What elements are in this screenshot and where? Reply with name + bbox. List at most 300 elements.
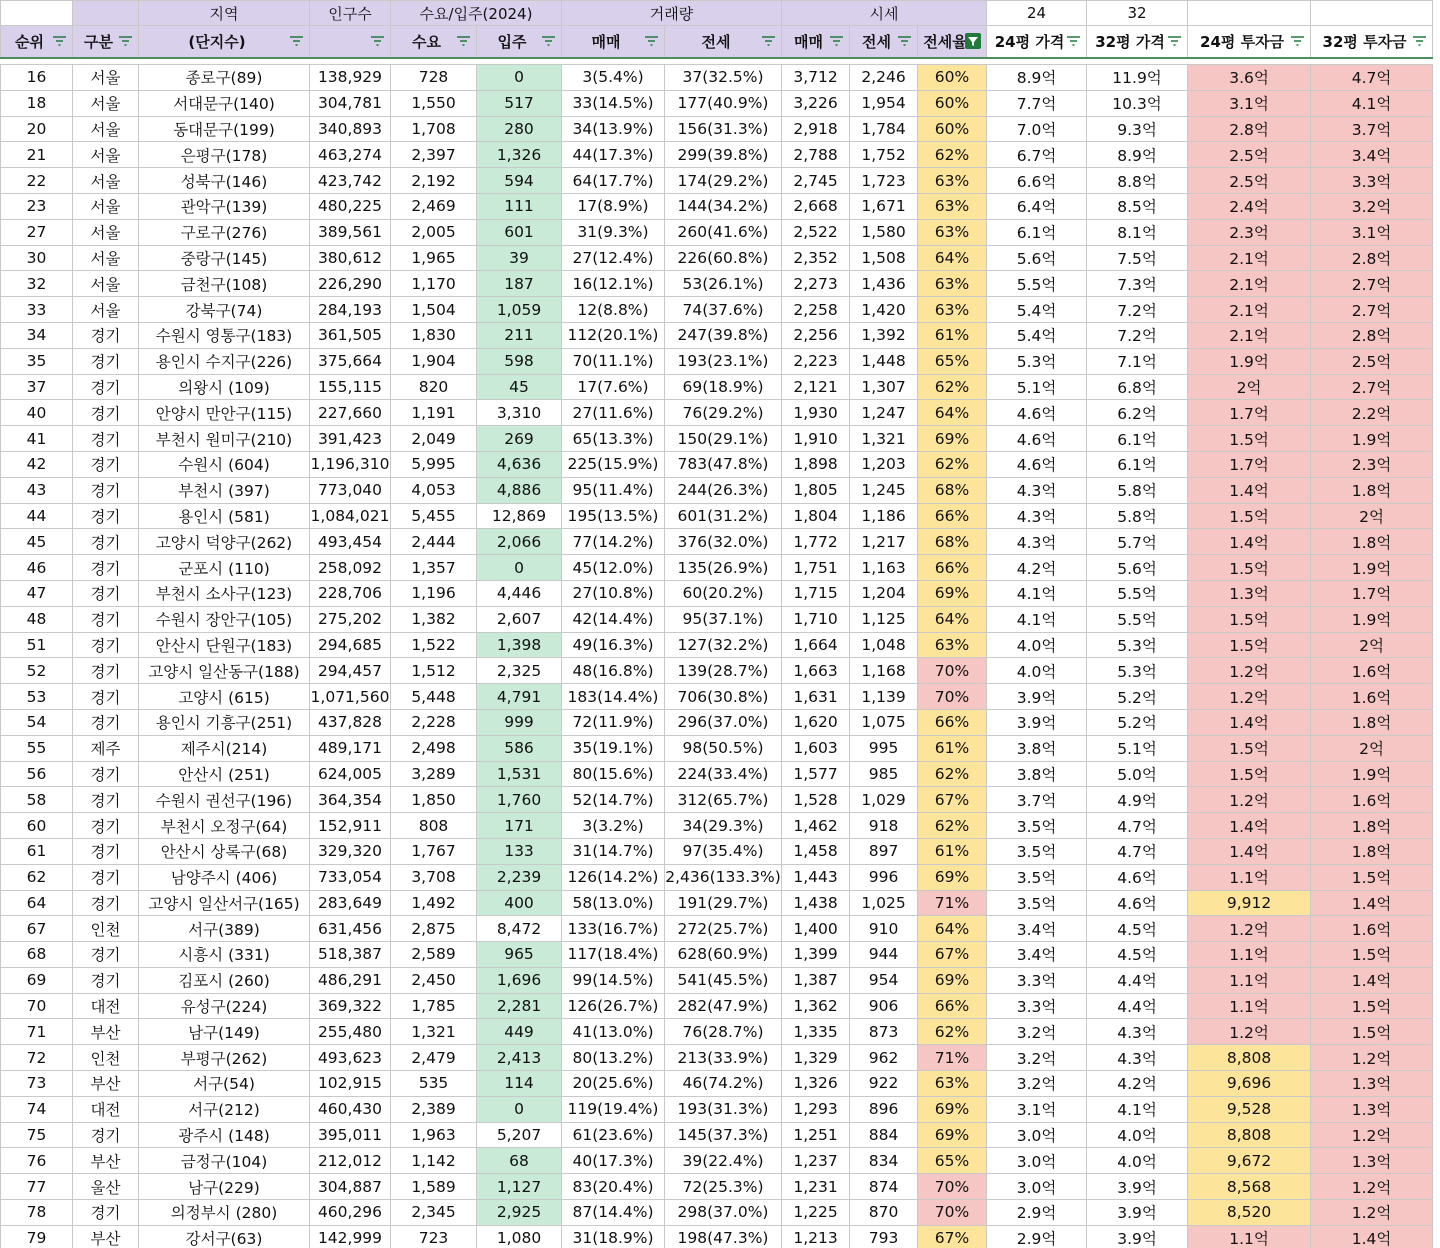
cell-jeonse-price[interactable]: 922 (850, 1071, 918, 1097)
cell-32-price[interactable]: 4.6억 (1087, 864, 1188, 890)
cell-sale-volume[interactable]: 16(12.1%) (562, 271, 665, 297)
cell-24-price[interactable]: 3.9억 (987, 684, 1087, 710)
cell-24-investment[interactable]: 1.4억 (1188, 529, 1311, 555)
cell-region-name[interactable]: 제주시(214) (139, 735, 310, 761)
cell-lease-volume[interactable]: 127(32.2%) (665, 632, 782, 658)
cell-division[interactable]: 경기 (73, 477, 139, 503)
cell-lease-volume[interactable]: 193(31.3%) (665, 1096, 782, 1122)
cell-24-price[interactable]: 7.0억 (987, 116, 1087, 142)
cell-lease-volume[interactable]: 156(31.3%) (665, 116, 782, 142)
cell-demand[interactable]: 1,492 (391, 890, 477, 916)
cell-population[interactable]: 375,664 (310, 348, 391, 374)
cell-population[interactable]: 294,685 (310, 632, 391, 658)
cell-32-investment[interactable]: 1.5억 (1311, 864, 1433, 890)
cell-jeonse-ratio[interactable]: 61% (918, 838, 987, 864)
cell-jeonse-ratio[interactable]: 63% (918, 297, 987, 323)
cell-division[interactable]: 경기 (73, 322, 139, 348)
cell-jeonse-ratio[interactable]: 65% (918, 348, 987, 374)
cell-division[interactable]: 서울 (73, 142, 139, 168)
cell-jeonse-price[interactable]: 995 (850, 735, 918, 761)
cell-population[interactable]: 480,225 (310, 193, 391, 219)
cell-32-price[interactable]: 6.2억 (1087, 400, 1188, 426)
cell-jeonse-price[interactable]: 1,321 (850, 426, 918, 452)
cell-32-price[interactable]: 3.9억 (1087, 1174, 1188, 1200)
cell-jeonse-ratio[interactable]: 69% (918, 1096, 987, 1122)
cell-supply[interactable]: 1,326 (477, 142, 562, 168)
cell-32-investment[interactable]: 1.5억 (1311, 942, 1433, 968)
cell-division[interactable]: 경기 (73, 890, 139, 916)
cell-rank[interactable]: 44 (1, 503, 73, 529)
cell-division[interactable]: 경기 (73, 1200, 139, 1226)
cell-lease-volume[interactable]: 282(47.9%) (665, 993, 782, 1019)
cell-jeonse-price[interactable]: 834 (850, 1148, 918, 1174)
cell-demand[interactable]: 1,170 (391, 271, 477, 297)
cell-population[interactable]: 463,274 (310, 142, 391, 168)
cell-population[interactable]: 773,040 (310, 477, 391, 503)
cell-sale-price[interactable]: 1,930 (782, 400, 850, 426)
cell-population[interactable]: 493,454 (310, 529, 391, 555)
cell-sale-price[interactable]: 2,522 (782, 219, 850, 245)
cell-32-price[interactable]: 8.9억 (1087, 142, 1188, 168)
cell-demand[interactable]: 1,191 (391, 400, 477, 426)
cell-region-name[interactable]: 용인시 수지구(226) (139, 348, 310, 374)
cell-jeonse-ratio[interactable]: 64% (918, 400, 987, 426)
cell-jeonse-price[interactable]: 1,029 (850, 787, 918, 813)
cell-32-investment[interactable]: 1.2억 (1311, 1122, 1433, 1148)
cell-region-name[interactable]: 수원시 (604) (139, 451, 310, 477)
cell-sale-volume[interactable]: 112(20.1%) (562, 322, 665, 348)
cell-population[interactable]: 152,911 (310, 813, 391, 839)
cell-rank[interactable]: 18 (1, 90, 73, 116)
cell-24-investment[interactable]: 1.5억 (1188, 606, 1311, 632)
cell-demand[interactable]: 2,450 (391, 967, 477, 993)
cell-region-name[interactable]: 금정구(104) (139, 1148, 310, 1174)
cell-jeonse-price[interactable]: 944 (850, 942, 918, 968)
cell-demand[interactable]: 1,589 (391, 1174, 477, 1200)
cell-rank[interactable]: 72 (1, 1045, 73, 1071)
cell-division[interactable]: 서울 (73, 116, 139, 142)
cell-sale-price[interactable]: 2,258 (782, 297, 850, 323)
cell-region-name[interactable]: 부평구(262) (139, 1045, 310, 1071)
cell-rank[interactable]: 78 (1, 1200, 73, 1226)
cell-population[interactable]: 1,084,021 (310, 503, 391, 529)
cell-region-name[interactable]: 중랑구(145) (139, 245, 310, 271)
cell-supply[interactable]: 269 (477, 426, 562, 452)
cell-supply[interactable]: 2,281 (477, 993, 562, 1019)
cell-sale-volume[interactable]: 27(11.6%) (562, 400, 665, 426)
cell-32-investment[interactable]: 1.8억 (1311, 813, 1433, 839)
cell-sale-price[interactable]: 3,712 (782, 65, 850, 91)
col-header-rank[interactable]: 순위 (1, 26, 73, 59)
cell-division[interactable]: 부산 (73, 1148, 139, 1174)
cell-division[interactable]: 경기 (73, 555, 139, 581)
cell-24-investment[interactable]: 1.5억 (1188, 735, 1311, 761)
cell-sale-volume[interactable]: 87(14.4%) (562, 1200, 665, 1226)
cell-24-investment[interactable]: 2.1억 (1188, 271, 1311, 297)
cell-24-price[interactable]: 4.1억 (987, 580, 1087, 606)
cell-jeonse-ratio[interactable]: 63% (918, 219, 987, 245)
cell-supply[interactable]: 1,531 (477, 761, 562, 787)
cell-region-name[interactable]: 부천시 (397) (139, 477, 310, 503)
cell-population[interactable]: 733,054 (310, 864, 391, 890)
filter-icon[interactable] (761, 35, 776, 47)
cell-supply[interactable]: 171 (477, 813, 562, 839)
cell-lease-volume[interactable]: 53(26.1%) (665, 271, 782, 297)
cell-jeonse-ratio[interactable]: 60% (918, 90, 987, 116)
cell-population[interactable]: 460,296 (310, 1200, 391, 1226)
cell-division[interactable]: 서울 (73, 245, 139, 271)
cell-24-investment[interactable]: 1.1억 (1188, 942, 1311, 968)
cell-32-investment[interactable]: 1.8억 (1311, 709, 1433, 735)
cell-lease-volume[interactable]: 97(35.4%) (665, 838, 782, 864)
cell-rank[interactable]: 62 (1, 864, 73, 890)
cell-supply[interactable]: 187 (477, 271, 562, 297)
cell-24-investment[interactable]: 2.1억 (1188, 322, 1311, 348)
cell-lease-volume[interactable]: 72(25.3%) (665, 1174, 782, 1200)
col-header-supply[interactable]: 입주 (477, 26, 562, 59)
cell-jeonse-price[interactable]: 1,784 (850, 116, 918, 142)
cell-division[interactable]: 경기 (73, 864, 139, 890)
cell-jeonse-price[interactable]: 985 (850, 761, 918, 787)
cell-supply[interactable]: 598 (477, 348, 562, 374)
cell-24-investment[interactable]: 1.1억 (1188, 967, 1311, 993)
filter-icon[interactable] (644, 35, 659, 47)
cell-lease-volume[interactable]: 150(29.1%) (665, 426, 782, 452)
cell-division[interactable]: 경기 (73, 606, 139, 632)
cell-lease-volume[interactable]: 312(65.7%) (665, 787, 782, 813)
cell-lease-volume[interactable]: 193(23.1%) (665, 348, 782, 374)
cell-jeonse-ratio[interactable]: 65% (918, 1148, 987, 1174)
cell-supply[interactable]: 2,066 (477, 529, 562, 555)
cell-demand[interactable]: 2,397 (391, 142, 477, 168)
cell-rank[interactable]: 71 (1, 1019, 73, 1045)
cell-32-price[interactable]: 7.3억 (1087, 271, 1188, 297)
cell-24-price[interactable]: 4.3억 (987, 503, 1087, 529)
cell-rank[interactable]: 48 (1, 606, 73, 632)
cell-supply[interactable]: 1,059 (477, 297, 562, 323)
cell-24-price[interactable]: 7.7억 (987, 90, 1087, 116)
cell-rank[interactable]: 34 (1, 322, 73, 348)
cell-jeonse-ratio[interactable]: 68% (918, 529, 987, 555)
cell-sale-price[interactable]: 1,399 (782, 942, 850, 968)
cell-division[interactable]: 경기 (73, 838, 139, 864)
cell-lease-volume[interactable]: 706(30.8%) (665, 684, 782, 710)
cell-region-name[interactable]: 서대문구(140) (139, 90, 310, 116)
cell-demand[interactable]: 5,995 (391, 451, 477, 477)
cell-lease-volume[interactable]: 177(40.9%) (665, 90, 782, 116)
cell-population[interactable]: 102,915 (310, 1071, 391, 1097)
cell-jeonse-ratio[interactable]: 68% (918, 477, 987, 503)
cell-24-price[interactable]: 6.1억 (987, 219, 1087, 245)
cell-lease-volume[interactable]: 298(37.0%) (665, 1200, 782, 1226)
cell-jeonse-ratio[interactable]: 62% (918, 761, 987, 787)
cell-sale-price[interactable]: 1,387 (782, 967, 850, 993)
cell-supply[interactable]: 2,925 (477, 1200, 562, 1226)
cell-jeonse-ratio[interactable]: 61% (918, 322, 987, 348)
cell-jeonse-price[interactable]: 1,580 (850, 219, 918, 245)
cell-demand[interactable]: 2,589 (391, 942, 477, 968)
cell-sale-price[interactable]: 1,326 (782, 1071, 850, 1097)
cell-lease-volume[interactable]: 46(74.2%) (665, 1071, 782, 1097)
cell-rank[interactable]: 23 (1, 193, 73, 219)
cell-jeonse-ratio[interactable]: 71% (918, 1045, 987, 1071)
cell-supply[interactable]: 8,472 (477, 916, 562, 942)
cell-24-price[interactable]: 3.3억 (987, 993, 1087, 1019)
cell-sale-price[interactable]: 1,715 (782, 580, 850, 606)
cell-region-name[interactable]: 시흥시 (331) (139, 942, 310, 968)
cell-24-investment[interactable]: 2.1억 (1188, 245, 1311, 271)
cell-24-price[interactable]: 3.2억 (987, 1045, 1087, 1071)
cell-rank[interactable]: 58 (1, 787, 73, 813)
cell-24-price[interactable]: 3.4억 (987, 942, 1087, 968)
cell-32-investment[interactable]: 1.2억 (1311, 1200, 1433, 1226)
cell-division[interactable]: 경기 (73, 451, 139, 477)
cell-region-name[interactable]: 고양시 일산동구(188) (139, 658, 310, 684)
cell-supply[interactable]: 1,760 (477, 787, 562, 813)
cell-supply[interactable]: 965 (477, 942, 562, 968)
cell-24-price[interactable]: 4.6억 (987, 426, 1087, 452)
cell-division[interactable]: 경기 (73, 503, 139, 529)
col-header-demand[interactable]: 수요 (391, 26, 477, 59)
col-header-complex-count[interactable]: (단지수) (139, 26, 310, 59)
cell-32-investment[interactable]: 3.3억 (1311, 168, 1433, 194)
cell-24-investment[interactable]: 1.4억 (1188, 813, 1311, 839)
cell-population[interactable]: 255,480 (310, 1019, 391, 1045)
cell-lease-volume[interactable]: 244(26.3%) (665, 477, 782, 503)
cell-region-name[interactable]: 서구(212) (139, 1096, 310, 1122)
cell-32-investment[interactable]: 2억 (1311, 632, 1433, 658)
cell-supply[interactable]: 39 (477, 245, 562, 271)
cell-32-price[interactable]: 4.4억 (1087, 967, 1188, 993)
cell-sale-price[interactable]: 1,603 (782, 735, 850, 761)
cell-population[interactable]: 437,828 (310, 709, 391, 735)
cell-24-investment[interactable]: 3.6억 (1188, 65, 1311, 91)
cell-supply[interactable]: 1,398 (477, 632, 562, 658)
cell-jeonse-ratio[interactable]: 60% (918, 116, 987, 142)
cell-population[interactable]: 283,649 (310, 890, 391, 916)
cell-32-price[interactable]: 3.9억 (1087, 1225, 1188, 1248)
cell-32-investment[interactable]: 3.4억 (1311, 142, 1433, 168)
cell-32-price[interactable]: 5.7억 (1087, 529, 1188, 555)
cell-sale-volume[interactable]: 64(17.7%) (562, 168, 665, 194)
cell-24-price[interactable]: 5.5억 (987, 271, 1087, 297)
cell-jeonse-ratio[interactable]: 70% (918, 658, 987, 684)
cell-supply[interactable]: 999 (477, 709, 562, 735)
cell-24-price[interactable]: 3.7억 (987, 787, 1087, 813)
cell-32-investment[interactable]: 1.4억 (1311, 967, 1433, 993)
cell-32-investment[interactable]: 3.2억 (1311, 193, 1433, 219)
cell-32-price[interactable]: 5.6억 (1087, 555, 1188, 581)
cell-24-price[interactable]: 5.1억 (987, 374, 1087, 400)
cell-region-name[interactable]: 의왕시 (109) (139, 374, 310, 400)
cell-sale-price[interactable]: 1,443 (782, 864, 850, 890)
cell-32-price[interactable]: 9.3억 (1087, 116, 1188, 142)
cell-region-name[interactable]: 남구(149) (139, 1019, 310, 1045)
cell-division[interactable]: 서울 (73, 90, 139, 116)
cell-jeonse-price[interactable]: 1,508 (850, 245, 918, 271)
cell-sale-volume[interactable]: 27(12.4%) (562, 245, 665, 271)
cell-24-investment[interactable]: 8,808 (1188, 1045, 1311, 1071)
cell-sale-volume[interactable]: 61(23.6%) (562, 1122, 665, 1148)
cell-32-price[interactable]: 6.1억 (1087, 451, 1188, 477)
cell-demand[interactable]: 1,767 (391, 838, 477, 864)
cell-division[interactable]: 경기 (73, 813, 139, 839)
cell-32-investment[interactable]: 1.7억 (1311, 580, 1433, 606)
cell-demand[interactable]: 1,321 (391, 1019, 477, 1045)
cell-jeonse-price[interactable]: 1,163 (850, 555, 918, 581)
cell-demand[interactable]: 1,963 (391, 1122, 477, 1148)
cell-24-price[interactable]: 6.4억 (987, 193, 1087, 219)
cell-32-investment[interactable]: 1.2억 (1311, 1045, 1433, 1071)
cell-32-price[interactable]: 11.9억 (1087, 65, 1188, 91)
cell-demand[interactable]: 4,053 (391, 477, 477, 503)
cell-32-price[interactable]: 4.3억 (1087, 1045, 1188, 1071)
cell-sale-price[interactable]: 2,273 (782, 271, 850, 297)
cell-supply[interactable]: 1,127 (477, 1174, 562, 1200)
cell-32-price[interactable]: 5.2억 (1087, 709, 1188, 735)
cell-jeonse-price[interactable]: 1,168 (850, 658, 918, 684)
cell-jeonse-ratio[interactable]: 62% (918, 142, 987, 168)
filter-icon[interactable] (370, 35, 385, 47)
cell-24-price[interactable]: 4.1억 (987, 606, 1087, 632)
cell-sale-price[interactable]: 2,788 (782, 142, 850, 168)
cell-jeonse-ratio[interactable]: 66% (918, 993, 987, 1019)
cell-division[interactable]: 부산 (73, 1225, 139, 1248)
cell-lease-volume[interactable]: 145(37.3%) (665, 1122, 782, 1148)
cell-division[interactable]: 경기 (73, 658, 139, 684)
cell-rank[interactable]: 52 (1, 658, 73, 684)
cell-sale-volume[interactable]: 119(19.4%) (562, 1096, 665, 1122)
cell-jeonse-price[interactable]: 874 (850, 1174, 918, 1200)
cell-population[interactable]: 361,505 (310, 322, 391, 348)
cell-32-price[interactable]: 5.1억 (1087, 735, 1188, 761)
col-header-population[interactable] (310, 26, 391, 59)
cell-jeonse-ratio[interactable]: 64% (918, 606, 987, 632)
cell-population[interactable]: 258,092 (310, 555, 391, 581)
cell-jeonse-ratio[interactable]: 62% (918, 451, 987, 477)
cell-24-price[interactable]: 3.0억 (987, 1174, 1087, 1200)
cell-sale-volume[interactable]: 195(13.5%) (562, 503, 665, 529)
cell-supply[interactable]: 0 (477, 555, 562, 581)
cell-sale-price[interactable]: 1,335 (782, 1019, 850, 1045)
cell-sale-price[interactable]: 2,745 (782, 168, 850, 194)
cell-sale-price[interactable]: 1,631 (782, 684, 850, 710)
cell-jeonse-price[interactable]: 1,139 (850, 684, 918, 710)
cell-rank[interactable]: 56 (1, 761, 73, 787)
cell-sale-price[interactable]: 1,400 (782, 916, 850, 942)
cell-lease-volume[interactable]: 198(47.3%) (665, 1225, 782, 1248)
cell-sale-price[interactable]: 2,918 (782, 116, 850, 142)
cell-lease-volume[interactable]: 299(39.8%) (665, 142, 782, 168)
cell-32-price[interactable]: 5.0억 (1087, 761, 1188, 787)
cell-24-investment[interactable]: 1.1억 (1188, 864, 1311, 890)
cell-jeonse-price[interactable]: 910 (850, 916, 918, 942)
cell-24-investment[interactable]: 3.1억 (1188, 90, 1311, 116)
cell-region-name[interactable]: 의정부시 (280) (139, 1200, 310, 1226)
cell-jeonse-price[interactable]: 996 (850, 864, 918, 890)
cell-division[interactable]: 경기 (73, 967, 139, 993)
cell-region-name[interactable]: 수원시 장안구(105) (139, 606, 310, 632)
cell-sale-volume[interactable]: 42(14.4%) (562, 606, 665, 632)
cell-32-price[interactable]: 4.4억 (1087, 993, 1188, 1019)
cell-division[interactable]: 서울 (73, 168, 139, 194)
cell-24-price[interactable]: 4.6억 (987, 451, 1087, 477)
cell-jeonse-ratio[interactable]: 60% (918, 65, 987, 91)
cell-sale-volume[interactable]: 70(11.1%) (562, 348, 665, 374)
cell-sale-price[interactable]: 2,223 (782, 348, 850, 374)
cell-jeonse-ratio[interactable]: 70% (918, 1174, 987, 1200)
cell-jeonse-price[interactable]: 897 (850, 838, 918, 864)
cell-division[interactable]: 울산 (73, 1174, 139, 1200)
cell-32-price[interactable]: 5.3억 (1087, 658, 1188, 684)
cell-division[interactable]: 인천 (73, 916, 139, 942)
cell-sale-price[interactable]: 1,237 (782, 1148, 850, 1174)
cell-demand[interactable]: 820 (391, 374, 477, 400)
cell-sale-volume[interactable]: 33(14.5%) (562, 90, 665, 116)
filter-icon[interactable] (829, 35, 844, 47)
cell-lease-volume[interactable]: 272(25.7%) (665, 916, 782, 942)
cell-population[interactable]: 340,893 (310, 116, 391, 142)
cell-32-investment[interactable]: 2.7억 (1311, 271, 1433, 297)
cell-lease-volume[interactable]: 144(34.2%) (665, 193, 782, 219)
cell-region-name[interactable]: 부천시 오정구(64) (139, 813, 310, 839)
cell-32-price[interactable]: 8.1억 (1087, 219, 1188, 245)
cell-region-name[interactable]: 남구(229) (139, 1174, 310, 1200)
cell-sale-price[interactable]: 1,251 (782, 1122, 850, 1148)
cell-population[interactable]: 631,456 (310, 916, 391, 942)
cell-sale-price[interactable]: 1,772 (782, 529, 850, 555)
cell-sale-volume[interactable]: 58(13.0%) (562, 890, 665, 916)
cell-region-name[interactable]: 안산시 상록구(68) (139, 838, 310, 864)
col-header-jeonse-price[interactable]: 전세 (850, 26, 918, 59)
cell-24-price[interactable]: 3.0억 (987, 1148, 1087, 1174)
cell-division[interactable]: 제주 (73, 735, 139, 761)
cell-lease-volume[interactable]: 139(28.7%) (665, 658, 782, 684)
cell-jeonse-ratio[interactable]: 62% (918, 374, 987, 400)
cell-24-investment[interactable]: 1.2억 (1188, 916, 1311, 942)
cell-demand[interactable]: 2,875 (391, 916, 477, 942)
cell-population[interactable]: 155,115 (310, 374, 391, 400)
cell-division[interactable]: 경기 (73, 709, 139, 735)
cell-region-name[interactable]: 고양시 덕양구(262) (139, 529, 310, 555)
cell-division[interactable]: 경기 (73, 942, 139, 968)
cell-32-investment[interactable]: 3.1억 (1311, 219, 1433, 245)
cell-jeonse-price[interactable]: 1,671 (850, 193, 918, 219)
cell-sale-volume[interactable]: 31(18.9%) (562, 1225, 665, 1248)
cell-32-investment[interactable]: 2억 (1311, 503, 1433, 529)
cell-sale-volume[interactable]: 27(10.8%) (562, 580, 665, 606)
cell-division[interactable]: 경기 (73, 1122, 139, 1148)
cell-24-investment[interactable]: 8,808 (1188, 1122, 1311, 1148)
cell-region-name[interactable]: 안양시 만안구(115) (139, 400, 310, 426)
cell-24-price[interactable]: 3.8억 (987, 761, 1087, 787)
cell-32-price[interactable]: 10.3억 (1087, 90, 1188, 116)
cell-rank[interactable]: 41 (1, 426, 73, 452)
cell-24-investment[interactable]: 9,696 (1188, 1071, 1311, 1097)
cell-32-investment[interactable]: 1.3억 (1311, 1148, 1433, 1174)
cell-demand[interactable]: 2,389 (391, 1096, 477, 1122)
cell-32-investment[interactable]: 4.7억 (1311, 65, 1433, 91)
cell-32-price[interactable]: 6.1억 (1087, 426, 1188, 452)
cell-sale-price[interactable]: 1,620 (782, 709, 850, 735)
col-header-lease-volume[interactable]: 전세 (665, 26, 782, 59)
cell-32-price[interactable]: 5.8억 (1087, 477, 1188, 503)
filter-icon[interactable] (289, 35, 304, 47)
cell-sale-price[interactable]: 1,462 (782, 813, 850, 839)
cell-sale-price[interactable]: 2,668 (782, 193, 850, 219)
cell-rank[interactable]: 43 (1, 477, 73, 503)
cell-population[interactable]: 423,742 (310, 168, 391, 194)
